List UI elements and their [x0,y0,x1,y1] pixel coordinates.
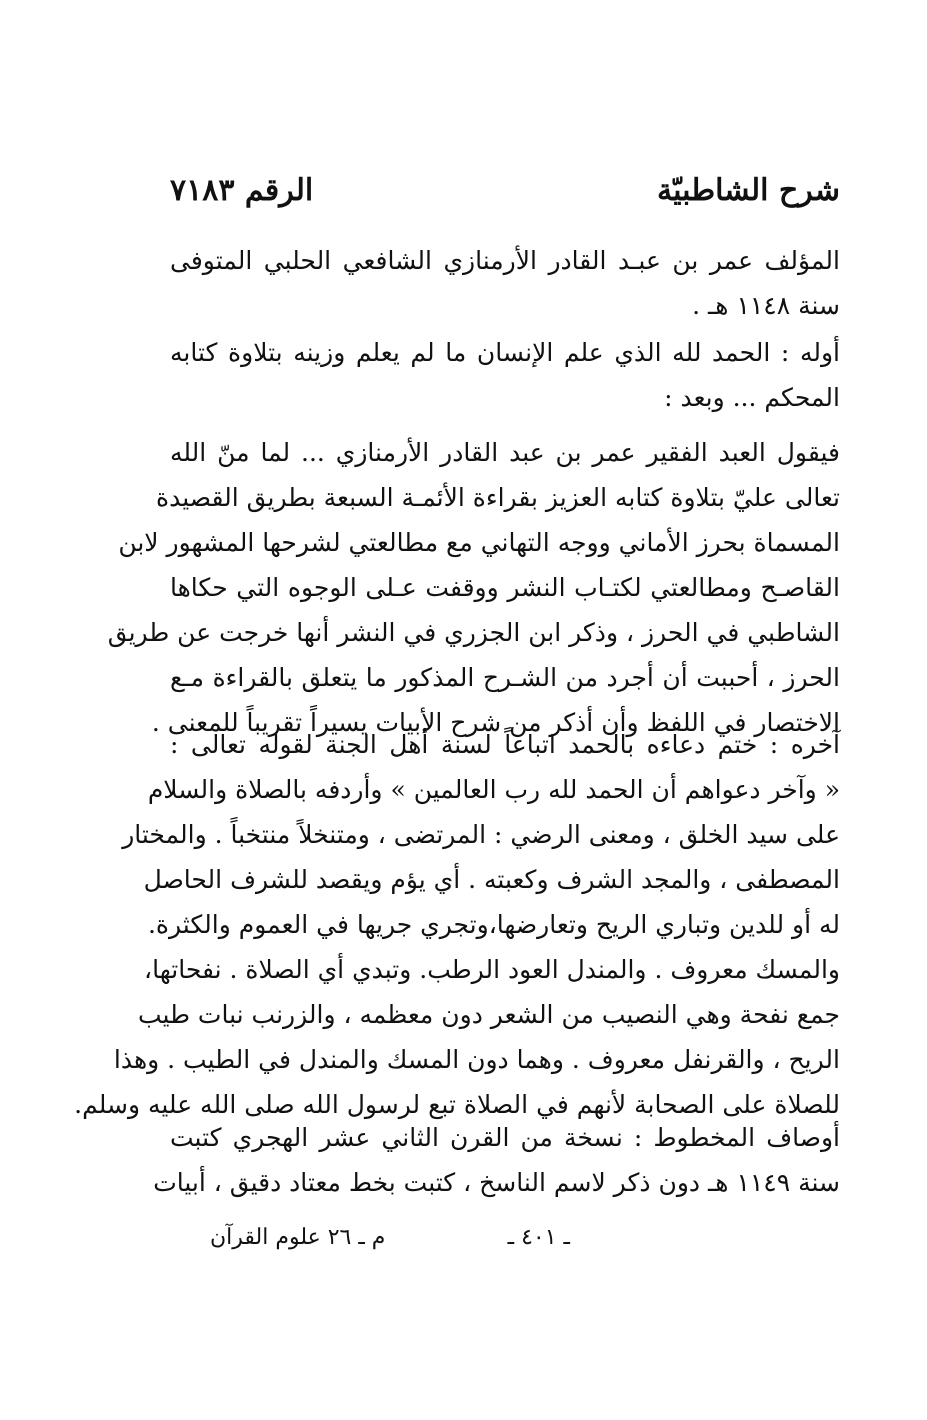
text-line: الريح ، والقرنفل معروف . وهما دون المسك والمندل في الطيب . وهذا [113,1045,840,1074]
text-line: آخره : ختم دعاءه بالحمد اتباعاً لسنة أهل الجنة لقوله تعالى : [170,730,840,759]
signature-mark: م ـ ٢٦ علوم القرآن [210,1225,386,1250]
text-line: أوصاف المخطوط : نسخة من القرن الثاني عشر الهجري كتبت [170,1123,840,1152]
text-line: والمسك معروف . والمندل العود الرطب. وتبدي أي الصلاة . نفحاتها، [144,955,840,984]
text-line: المؤلف عمر بن عبـد القادر الأرمنازي الشافعي الحلبي المتوفى [170,246,840,275]
body-paragraph [107,430,840,745]
entry-title: شرح الشاطبيّة [657,172,840,208]
text-line: « وآخر دعواهم أن الحمد لله رب العالمين » وأردفه بالصلاة والسلام [147,775,840,804]
text-line: للصلاة على الصحابة لأنهم في الصلاة تبع لرسول الله صلى الله عليه وسلم. [74,1090,840,1119]
text-line: الاختصار في اللفظ وأن أذكر من شرح الأبيات يسيراً تقريباً للمعنى . [151,708,840,737]
text-line: المحكم ... وبعد : [664,383,840,412]
text-line: القاصـح ومطالعتي لكتـاب النشر ووقفت عـلى الوجوه التي حكاها [170,573,840,602]
text-line: المسماة بحرز الأماني ووجه التهاني مع مطالعتي لشرحها المشهور لابن [118,528,840,557]
page-number: ـ ٤٠١ ـ [507,1225,570,1250]
text-line: أوله : الحمد لله الذي علم الإنسان ما لم يعلم وزينه بتلاوة كتابه [170,338,840,367]
text-line: الحرز ، أحببت أن أجرد من الشـرح المذكور ما يتعلق بالقراءة مـع [170,663,840,692]
incipit-paragraph [170,330,840,420]
entry-number: الرقم ٧١٨٣ [170,172,314,208]
text-line: المصطفى ، والمجد الشرف وكعبته . أي يؤم ويقصد للشرف الحاصل [143,865,840,894]
description-paragraph [153,1115,840,1205]
text-line: فيقول العبد الفقير عمر بن عبد القادر الأرمنازي ... لما منّ الله [170,438,840,467]
text-line: سنة ١١٤٨ هـ . [692,291,840,320]
author-paragraph [170,238,840,328]
text-line: على سيد الخلق ، ومعنى الرضي : المرتضى ، ومتنخلاً منتخباً . والمختار [122,820,840,849]
text-line: له أو للدين وتباري الريح وتعارضها،وتجري جريها في العموم والكثرة. [147,910,840,939]
text-line: سنة ١١٤٩ هـ دون ذكر لاسم الناسخ ، كتبت بخط معتاد دقيق ، أبيات [153,1168,840,1197]
text-line: جمع نفحة وهي النصيب من الشعر دون معظمه ، والزرنب نبات طيب [138,1000,840,1029]
page-footer [210,1225,570,1250]
explicit-paragraph [74,722,840,1127]
text-line: تعالى عليّ بتلاوة كتابه العزيز بقراءة الأئمـة السبعة بطريق القصيدة [156,483,840,512]
page-header [170,160,840,220]
text-line: الشاطبي في الحرز ، وذكر ابن الجزري في النشر أنها خرجت عن طريق [107,618,840,647]
